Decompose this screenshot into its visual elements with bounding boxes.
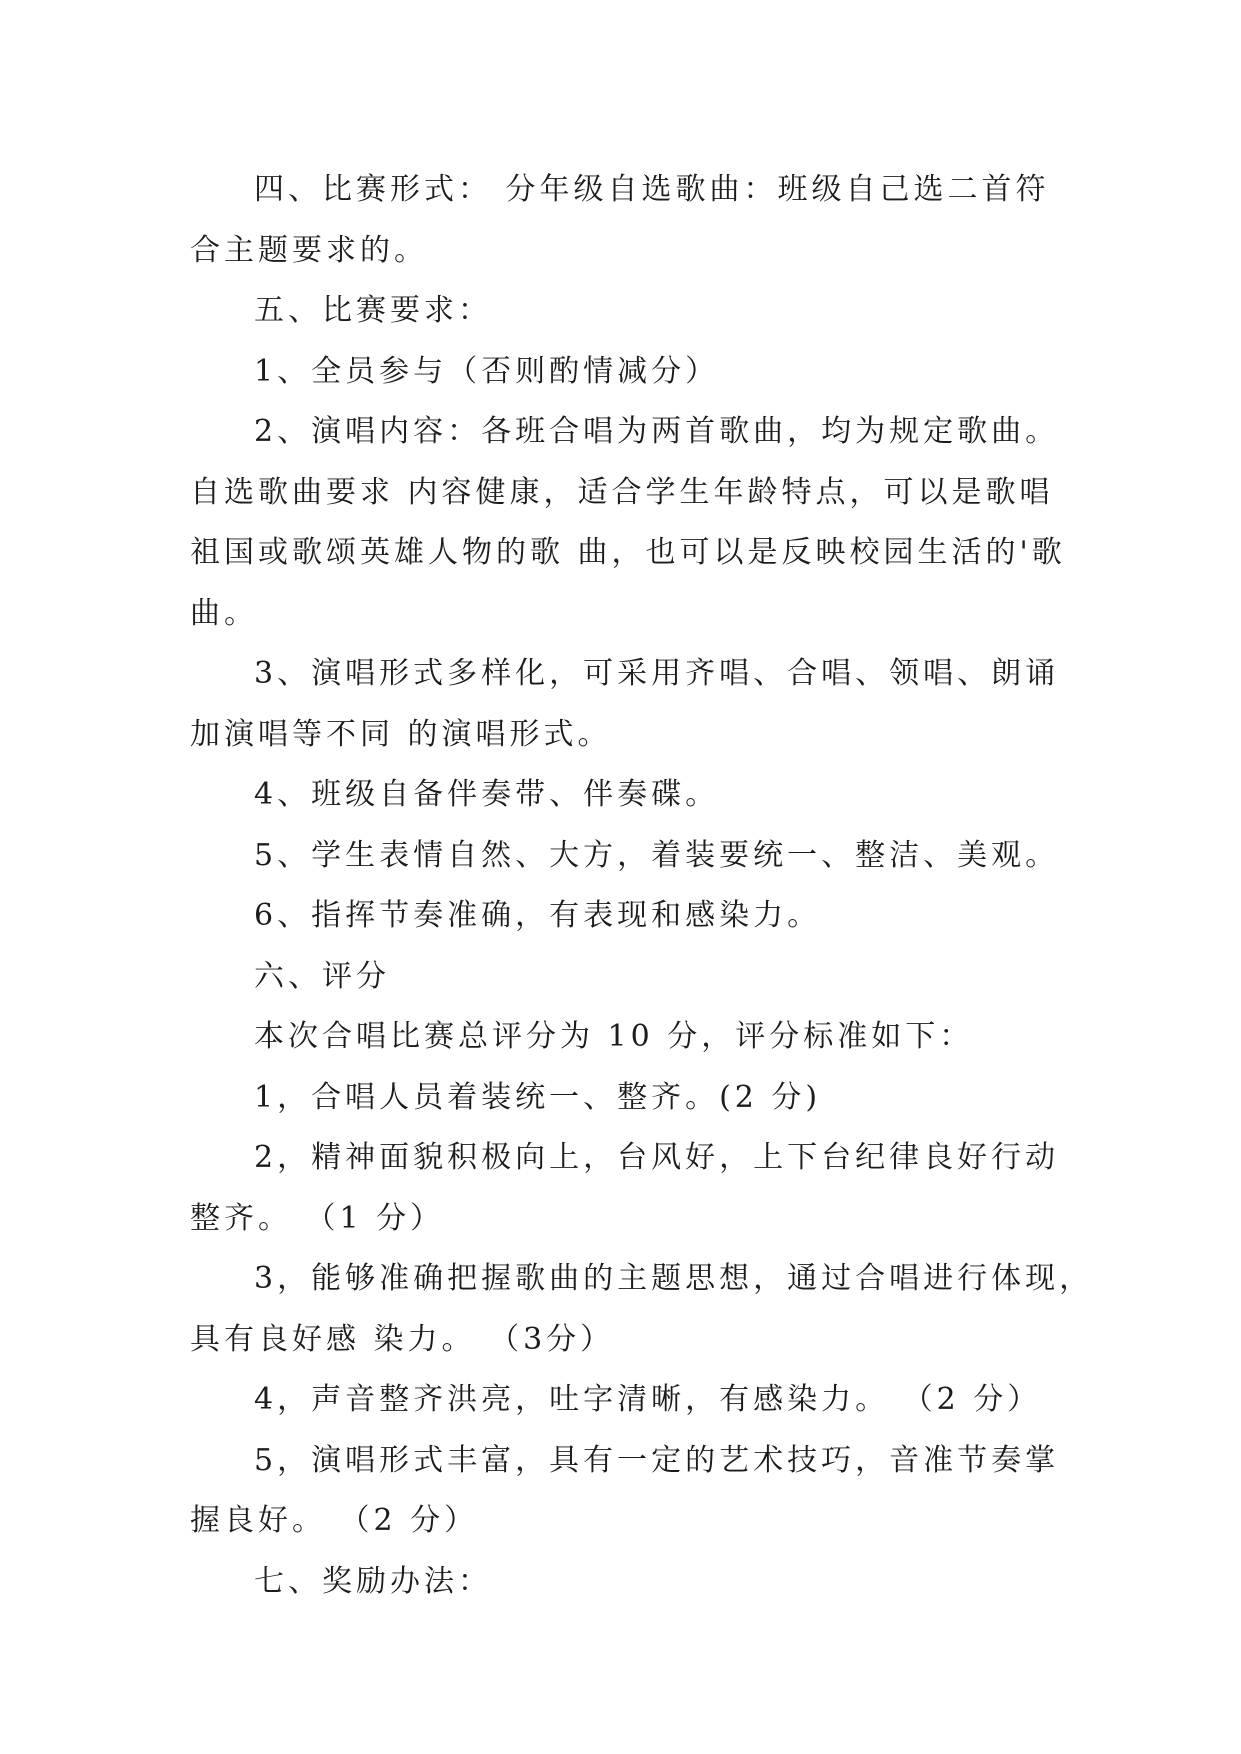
- paragraph-line: 握良好。 （2 分）: [190, 1503, 479, 1538]
- list-item: 2，精神面貌积极向上，台风好，上下台纪律良好行动: [254, 1140, 1060, 1175]
- paragraph-line: 合主题要求的。: [190, 232, 428, 268]
- paragraph-line: 具有良好感 染力。 （3分）: [190, 1321, 615, 1357]
- list-item: 1，合唱人员着装统一、整齐。(2 分): [254, 1079, 822, 1115]
- paragraph-line: 曲。: [190, 595, 258, 631]
- list-item: 2、演唱内容：各班合唱为两首歌曲，均为规定歌曲。: [254, 414, 1060, 449]
- list-item: 3、演唱形式多样化，可采用齐唱、合唱、领唱、朗诵: [254, 656, 1060, 691]
- list-item: 3，能够准确把握歌曲的主题思想，通过合唱进行体现，: [254, 1261, 1094, 1296]
- list-item: 5、学生表情自然、大方，着装要统一、整洁、美观。: [254, 837, 1060, 873]
- list-item: 4，声音整齐洪亮，吐字清晰，有感染力。 （2 分）: [254, 1382, 1042, 1417]
- paragraph-line: 本次合唱比赛总评分为 10 分，评分标准如下：: [254, 1019, 974, 1054]
- paragraph-line: 加演唱等不同 的演唱形式。: [190, 716, 612, 752]
- section-heading: 五、比赛要求：: [254, 293, 492, 328]
- list-item: 4、班级自备伴奏带、伴奏碟。: [254, 777, 720, 812]
- document-body: [190, 160, 1094, 1612]
- section-heading: 七、奖励办法：: [254, 1563, 492, 1599]
- paragraph-line: 四、比赛形式： 分年级自选歌曲：班级自己选二首符: [254, 172, 1050, 207]
- paragraph-line: 整齐。 （1 分）: [190, 1200, 445, 1236]
- list-item: 1、全员参与（否则酌情减分）: [254, 353, 720, 389]
- list-item: 5，演唱形式丰富，具有一定的艺术技巧，音准节奏掌: [254, 1442, 1060, 1478]
- paragraph-line: 祖国或歌颂英雄人物的歌 曲，也可以是反映校园生活的'歌: [190, 535, 1066, 570]
- paragraph-line: 自选歌曲要求 内容健康，适合学生年龄特点，可以是歌唱: [190, 474, 1054, 510]
- section-heading: 六、评分: [254, 958, 390, 994]
- list-item: 6、指挥节奏准确，有表现和感染力。: [254, 898, 822, 933]
